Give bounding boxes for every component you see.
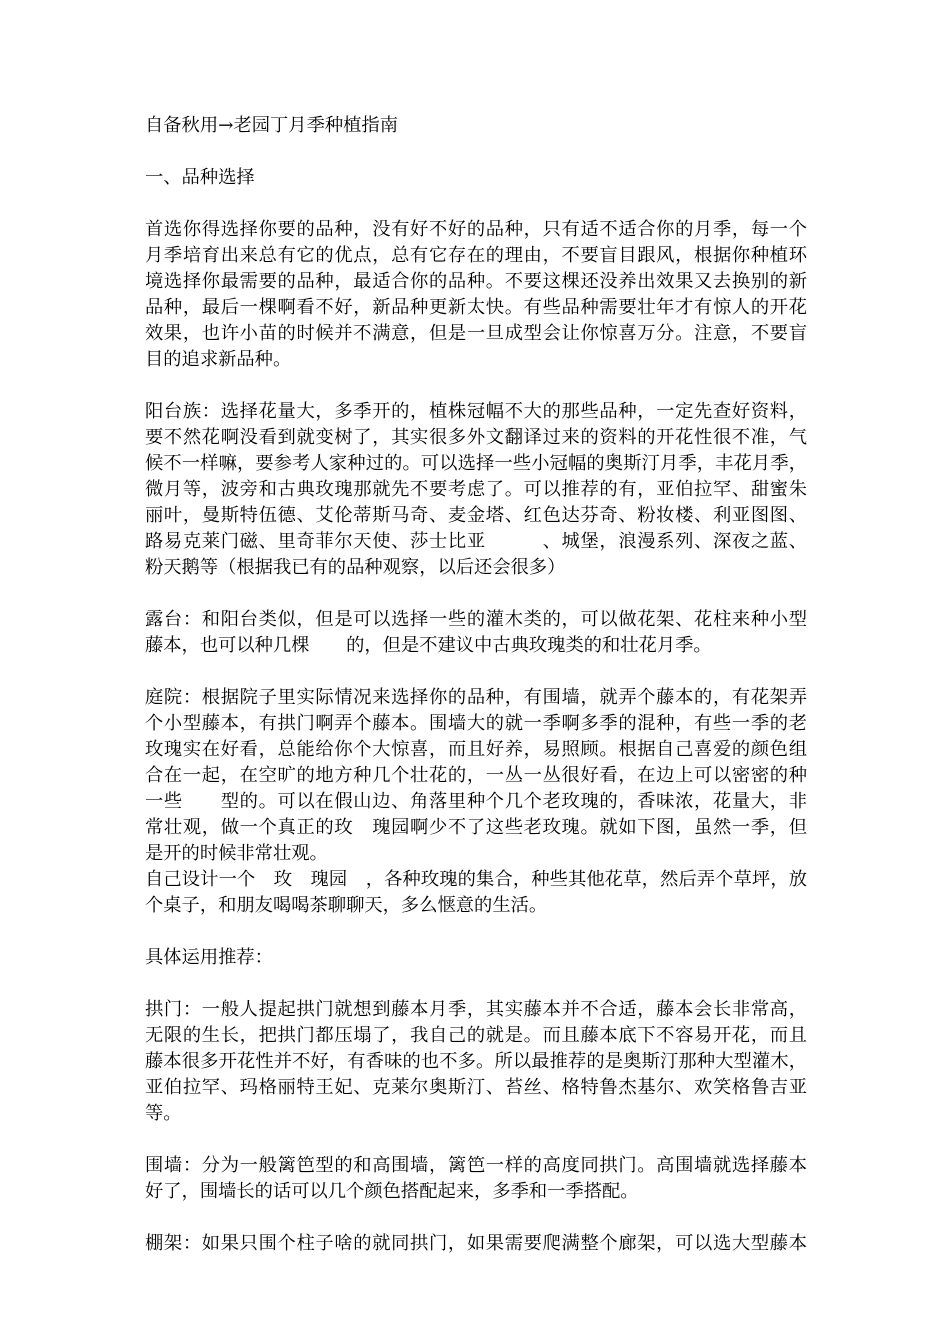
paragraph-arch [145,997,807,1127]
text-line: 露台：和阳台类似，但是可以选择一些的灌木类的，可以做花架、花柱来种小型 [145,609,807,630]
paragraph-courtyard [145,685,807,919]
text-line: 个小型藤本，有拱门啊弄个藤本。围墙大的就一季啊多季的混种，有些一季的老 [145,713,807,734]
section-heading-recommend: 具体运用推荐： [145,947,273,968]
text-line: 玫瑰实在好看，总能给你个大惊喜，而且好养，易照顾。根据自己喜爱的颜色组 [145,739,807,760]
text-line: 藤本，也可以种几棵 的，但是不建议中古典玫瑰类的和壮花月季。 [145,635,712,656]
text-line: 藤本很多开花性并不好，有香味的也不多。所以最推荐的是奥斯汀那种大型灌木， [145,1051,807,1072]
text-line: 丽叶，曼斯特伍德、艾伦蒂斯马奇、麦金塔、红色达芬奇、粉妆楼、利亚图图、 [145,505,807,526]
paragraph-trellis [145,1231,807,1257]
spacer [145,659,807,685]
text-line: 庭院：根据院子里实际情况来选择你的品种，有围墙，就弄个藤本的，有花架弄 [145,687,807,708]
text-line: 品种，最后一棵啊看不好，新品种更新太快。有些品种需要壮年才有惊人的开花 [145,297,807,318]
spacer [145,1127,807,1153]
text-line: 是开的时候非常壮观。 [145,843,328,864]
text-line: 粉天鹅等（根据我已有的品种观察，以后还会很多） [145,557,566,578]
document-page [145,113,807,1257]
text-line: 月季培育出来总有它的优点，总有它存在的理由，不要盲目跟风，根据你种植环 [145,245,807,266]
text-line: 无限的生长，把拱门都压塌了，我自己的就是。而且藤本底下不容易开花，而且 [145,1025,807,1046]
section-heading-variety: 一、品种选择 [145,167,255,188]
spacer [145,191,807,217]
text-line: 境选择你最需要的品种，最适合你的品种。不要这棵还没养出效果又去换别的新 [145,271,807,292]
text-line: 好了，围墙长的话可以几个颜色搭配起来，多季和一季搭配。 [145,1181,639,1202]
text-line: 合在一起，在空旷的地方种几个壮花的，一丛一丛很好看，在边上可以密密的种 [145,765,807,786]
text-line: 围墙：分为一般篱笆型的和高围墙，篱笆一样的高度同拱门。高围墙就选择藤本 [145,1155,807,1176]
spacer [145,1205,807,1231]
text-line: 自己设计一个 玫 瑰园 ，各种玫瑰的集合，种些其他花草，然后弄个草坪，放 [145,869,807,890]
paragraph-intro [145,217,807,373]
text-line: 要不然花啊没看到就变树了，其实很多外文翻译过来的资料的开花性很不准，气 [145,427,807,448]
text-line: 等。 [145,1103,182,1124]
text-line: 一些 型的。可以在假山边、角落里种个几个老玫瑰的，香味浓，花量大，非 [145,791,807,812]
text-line: 亚伯拉罕、玛格丽特王妃、克莱尔奥斯汀、苔丝、格特鲁杰基尔、欢笑格鲁吉亚 [145,1077,807,1098]
text-line: 棚架：如果只围个柱子啥的就同拱门，如果需要爬满整个廊架，可以选大型藤本 [145,1233,807,1254]
text-line: 个桌子，和朋友喝喝茶聊聊天，多么惬意的生活。 [145,895,548,916]
paragraph-balcony [145,399,807,581]
paragraph-wall [145,1153,807,1205]
spacer [145,971,807,997]
spacer [145,581,807,607]
text-line: 候不一样嘛，要参考人家种过的。可以选择一些小冠幅的奥斯汀月季，丰花月季， [145,453,807,474]
text-line: 首选你得选择你要的品种，没有好不好的品种，只有适不适合你的月季，每一个 [145,219,807,240]
text-line: 微月等，波旁和古典玫瑰那就先不要考虑了。可以推荐的有，亚伯拉罕、甜蜜朱 [145,479,807,500]
text-line: 阳台族：选择花量大，多季开的，植株冠幅不大的那些品种，一定先查好资料， [145,401,807,422]
text-line: 常壮观，做一个真正的玫 瑰园啊少不了这些老玫瑰。就如下图，虽然一季，但 [145,817,807,838]
text-line: 效果，也许小苗的时候并不满意，但是一旦成型会让你惊喜万分。注意，不要盲 [145,323,807,344]
text-line: 路易克莱门磁、里奇菲尔天使、莎士比亚 、城堡，浪漫系列、深夜之蓝、 [145,531,807,552]
paragraph-terrace [145,607,807,659]
spacer [145,139,807,165]
text-line: 目的追求新品种。 [145,349,292,370]
spacer [145,919,807,945]
spacer [145,373,807,399]
document-title: 自备秋用→老园丁月季种植指南 [145,115,398,136]
text-line: 拱门：一般人提起拱门就想到藤本月季，其实藤本并不合适，藤本会长非常高， [145,999,807,1020]
